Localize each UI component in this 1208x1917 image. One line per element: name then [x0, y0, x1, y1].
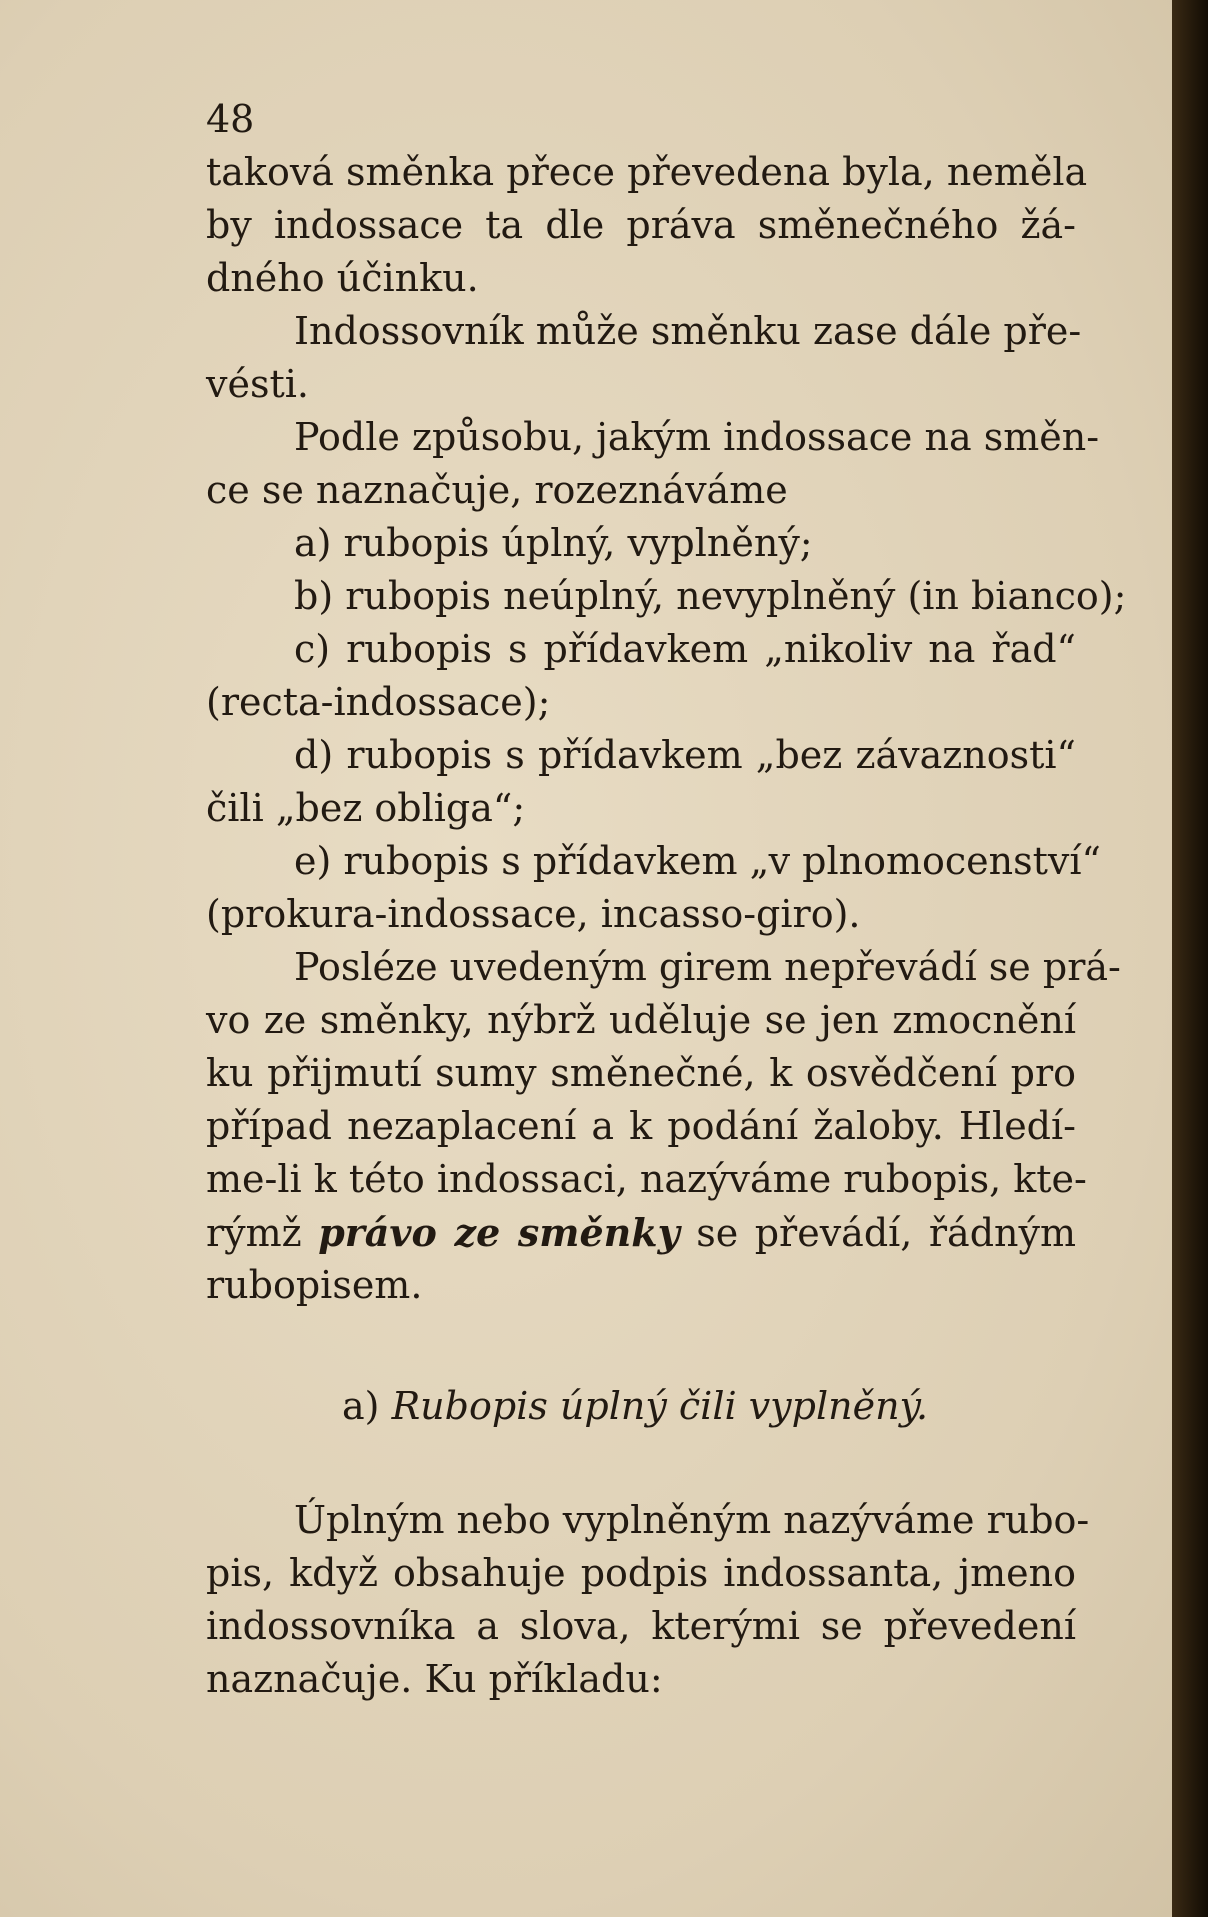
paragraph-4 [206, 941, 1121, 1312]
text-line: případ nezaplacení a k podání žaloby. Hledí- [206, 1104, 1076, 1148]
text-line: taková směnka přece převedena byla, neměla [206, 150, 1088, 194]
paragraph-1 [206, 146, 1088, 305]
text-line: vésti. [206, 362, 309, 406]
text-line: dného účinku. [206, 256, 479, 300]
list-item: e) rubopis s přídavkem „v plnomocenství“ [294, 839, 1101, 883]
text-line: pis, když obsahuje podpis indossanta, jmeno [206, 1551, 1076, 1595]
paragraph-2 [206, 305, 1082, 411]
text-line: me-li k této indossaci, nazýváme rubopis, kte- [206, 1157, 1087, 1201]
text-run: rýmž [206, 1211, 319, 1255]
text-line: Posléze uvedeným girem nepřevádí se prá- [294, 945, 1121, 989]
list-item: d) rubopis s přídavkem „bez závaznosti“ [294, 733, 1076, 777]
list-item-continuation: (recta-indossace); [206, 680, 551, 724]
list-item: a) rubopis úplný, vyplněný; [294, 521, 813, 565]
list-item: c) rubopis s přídavkem „nikoliv na řad“ [294, 627, 1076, 671]
list-item-continuation: (prokura-indossace, incasso-giro). [206, 892, 861, 936]
book-spine-shadow [1172, 0, 1208, 1917]
text-line: Indossovník může směnku zase dále pře- [294, 309, 1082, 353]
text-line: by indossace ta dle práva směnečného žá- [206, 203, 1076, 247]
indossace-list [206, 517, 1127, 941]
list-item: b) rubopis neúplný, nevyplněný (in bianco); [294, 574, 1127, 618]
text-line: ku přijmutí sumy směnečné, k osvědčení pro [206, 1051, 1076, 1095]
text-line-with-emphasis [206, 1206, 1076, 1259]
text-line: naznačuje. Ku příkladu: [206, 1657, 663, 1701]
heading-title: Rubopis úplný čili vyplněný. [391, 1384, 929, 1428]
heading-prefix: a) [342, 1384, 392, 1428]
paragraph-3 [206, 411, 1100, 517]
text-line: rubopisem. [206, 1263, 423, 1307]
text-line: Podle způsobu, jakým indossace na směn- [294, 415, 1100, 459]
emphasis-pravo-ze-smenky: právo ze směnky [318, 1210, 680, 1255]
text-line: ce se naznačuje, rozeznáváme [206, 468, 788, 512]
text-run: se převádí, řádným [679, 1211, 1077, 1255]
spacer [206, 1434, 1076, 1494]
page-text [206, 92, 1127, 1706]
section-heading [206, 1378, 1076, 1434]
text-line: vo ze směnky, nýbrž uděluje se jen zmocnění [206, 998, 1076, 1042]
list-item-continuation: čili „bez obliga“; [206, 786, 526, 830]
text-line: indossovníka a slova, kterými se převedení [206, 1604, 1076, 1648]
paragraph-5 [206, 1494, 1090, 1706]
page-number: 48 [206, 97, 255, 141]
text-line: Úplným nebo vyplněným nazýváme rubo- [294, 1498, 1090, 1542]
